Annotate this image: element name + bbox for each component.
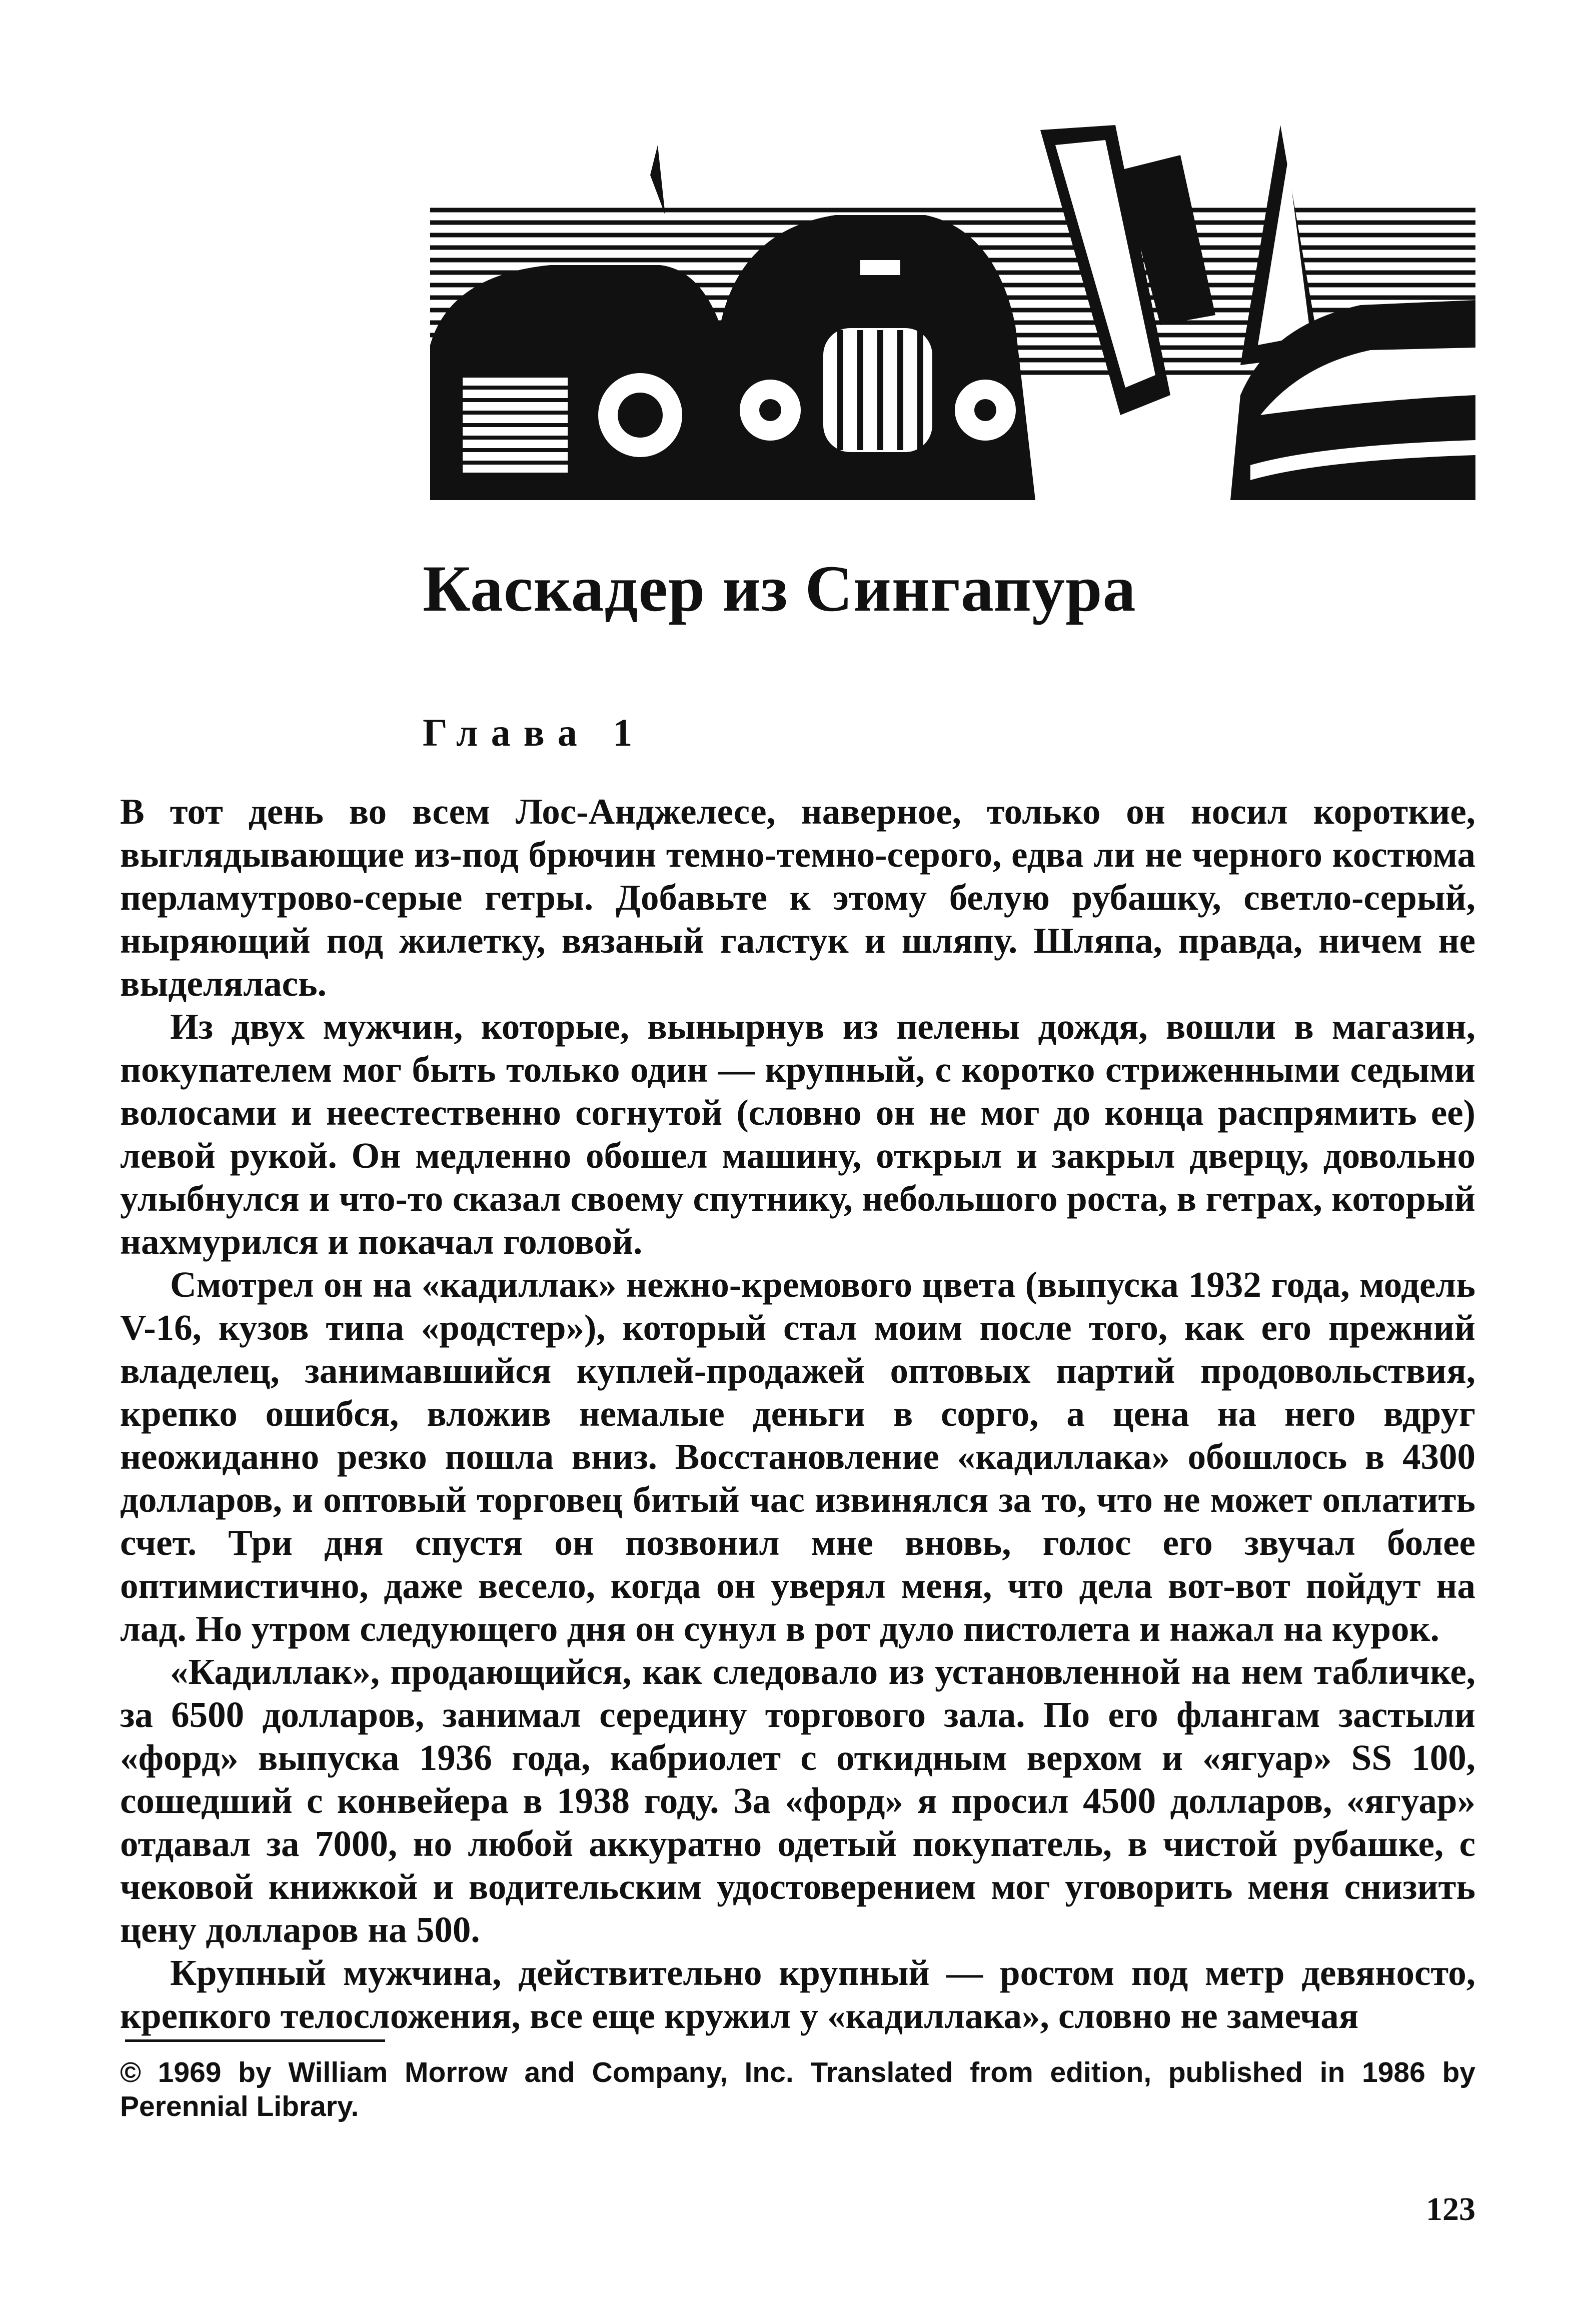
paragraph: Смотрел он на «кадиллак» нежно-кремового цвета (выпуска 1932 года, модель V-16, кузов типа «родстер»), который стал моим после того, как его прежний владелец, занимавшийся куплей-продажей оптовых партий продовольствия, крепко ошибся, вложив немалые деньги в сорго, а цена на него вдруг неожиданно резко пошла вниз. Восстановление «кадиллака» обошлось в 4300 долларов, и оптовый торговец битый час извинялся за то, что не может оплатить счет. Три дня спустя он позвонил мне вновь, голос его звучал более оптимистично, даже весело, когда он уверял меня, что дела вот-вот пойдут на лад. Но утром следующего дня он сунул в рот дуло пистолета и нажал на курок. xyxy=(120,1264,1475,1649)
footnote-divider xyxy=(125,2039,385,2042)
cars-and-sailboats-illustration xyxy=(420,115,1475,500)
paragraph: Из двух мужчин, которые, вынырнув из пелены дождя, вошли в магазин, покупателем мог быть только один — крупный, с коротко стриженными седыми волосами и неестественно согнутой (словно он не мог до конца распрямить ее) левой рукой. Он медленно обошел машину, открыл и закрыл дверцу, довольно улыбнулся и что-то сказал своему спутнику, небольшого роста, в гетрах, который нахмурился и покачал головой. xyxy=(120,1006,1475,1262)
story-title: Каскадер из Сингапура xyxy=(423,552,1136,625)
copyright-footnote: © 1969 by William Morrow and Company, Inc. Translated from edition, published in 1986 by Perennial Library. xyxy=(120,2056,1475,2122)
body-text xyxy=(120,790,1475,2037)
chapter-heading: Глава 1 xyxy=(423,711,646,754)
page-number: 123 xyxy=(1426,2191,1475,2227)
paragraph: В тот день во всем Лос-Анджелесе, наверное, только он носил короткие, выглядывающие из-под брючин темно-темно-серого, едва ли не черного костюма перламутрово-серые гетры. Добавьте к этому белую рубашку, светло-серый, ныряющий под жилетку, вязаный галстук и шляпу. Шляпа, правда, ничем не выделялась. xyxy=(120,791,1475,1004)
paragraph: Крупный мужчина, действительно крупный — ростом под метр девяносто, крепкого телосложения, все еще кружил у «кадиллака», словно не замечая xyxy=(120,1952,1475,2036)
paragraph: «Кадиллак», продающийся, как следовало из установленной на нем табличке, за 6500 долларов, занимал середину торгового зала. По его флангам застыли «форд» выпуска 1936 года, кабриолет с откидным верхом и «ягуар» SS 100, сошедший с конвейера в 1938 году. За «форд» я просил 4500 долларов, «ягуар» отдавал за 7000, но любой аккуратно одетый покупатель, в чистой рубашке, с чековой книжкой и водительским удостоверением мог уговорить меня снизить цену долларов на 500. xyxy=(120,1651,1475,1950)
